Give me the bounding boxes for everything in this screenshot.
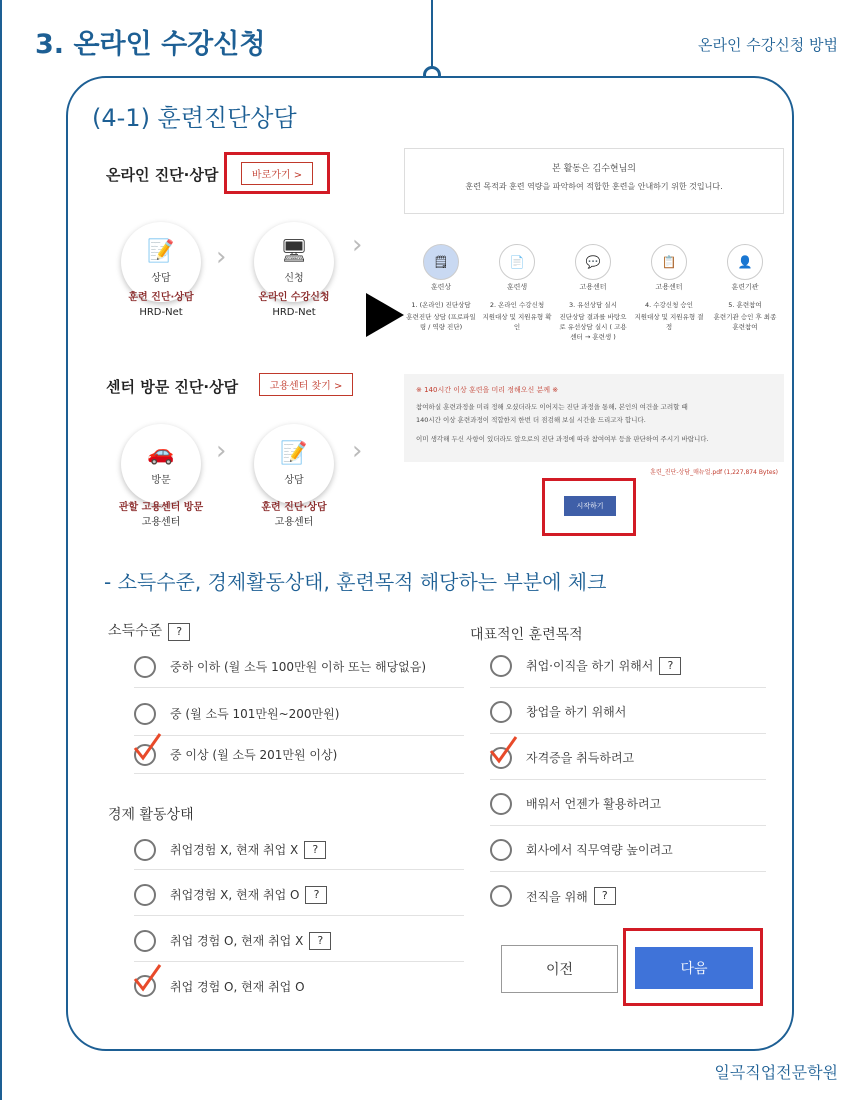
visit-caption-2-title: 훈련 진단·상담 (261, 502, 327, 513)
economic-help-button-1[interactable]: ? (304, 841, 326, 859)
economic-option-2[interactable] (134, 874, 464, 916)
connector-line (431, 0, 433, 72)
process-step-4 (634, 244, 704, 332)
process-step-5-title: 5. 훈련참여 (728, 301, 762, 309)
purpose-option-3[interactable] (490, 736, 766, 780)
find-center-button[interactable] (254, 372, 358, 396)
process-step-3-desc: 진단상담 결과를 바탕으로 유선상담 실시 ( 고용센터 → 훈련생 ) (559, 313, 627, 341)
page-left-border (0, 0, 2, 1100)
chevron-right-icon: › (352, 436, 363, 466)
online-caption-1-sub: HRD-Net (139, 307, 183, 318)
online-shortcut-button[interactable] (224, 152, 330, 194)
income-option-2-label: 중 (월 소득 101만원~200만원) (170, 707, 340, 721)
purpose-option-1[interactable] (490, 644, 766, 688)
process-step-3-icon-label: 고용센터 (579, 283, 607, 291)
radio-button[interactable] (134, 884, 156, 906)
chevron-right-icon: › (216, 436, 227, 466)
radio-button-checked[interactable] (134, 744, 156, 766)
check-mark-icon (488, 735, 518, 765)
online-caption-2 (234, 290, 354, 320)
radio-button-checked[interactable] (490, 747, 512, 769)
online-heading: 온라인 진단·상담 (106, 166, 219, 184)
play-arrow-icon (366, 293, 404, 337)
intro-panel (404, 148, 784, 214)
radio-button[interactable] (490, 885, 512, 907)
process-step-1 (406, 244, 476, 332)
right-screenshot (404, 148, 784, 540)
notice-line-3: 이미 생각해 두신 사항이 있더라도 앞으로의 진단 과정에 따라 참여여부 등을 판단하여 주시기 바랍니다. (416, 435, 709, 443)
next-highlight (623, 928, 763, 1006)
income-option-1-label: 중하 이하 (월 소득 100만원 이하 또는 해당없음) (170, 660, 427, 674)
economic-option-4-label: 취업 경험 O, 현재 취업 O (170, 979, 305, 994)
purpose-option-1-label: 취업·이직을 하기 위해서 (526, 659, 654, 673)
economic-help-button-2[interactable]: ? (305, 886, 327, 904)
process-step-4-desc: 지원대상 및 지원유형 결정 (634, 313, 704, 331)
check-mark-icon (132, 963, 162, 993)
check-mark-icon (132, 732, 162, 762)
radio-button[interactable] (490, 793, 512, 815)
economic-option-4[interactable] (134, 966, 464, 1006)
intro-line-2: 훈련 목적과 훈련 역량을 파악하여 적합한 훈련을 안내하기 위한 것입니다. (465, 182, 723, 191)
purpose-option-2[interactable] (490, 690, 766, 734)
process-step-2-icon-label: 훈련생 (506, 283, 528, 291)
check-instruction: - 소득수준, 경제활동상태, 훈련목적 해당하는 부분에 체크 (104, 570, 607, 594)
purpose-option-5-label: 회사에서 직무역량 높이려고 (526, 843, 673, 857)
online-shortcut-label: 바로가기 > (241, 162, 313, 185)
online-caption-2-sub: HRD-Net (272, 307, 316, 318)
notice-line-1: 참여하실 훈련과정을 미리 정해 오셨더라도 이어지는 진단 과정을 통해, 본인의 여건을 고려할 때 (416, 403, 688, 411)
process-step-5 (710, 244, 780, 332)
economic-option-3[interactable] (134, 920, 464, 962)
online-step-consult-label: 상담 (151, 272, 171, 284)
car-icon: 🚗 (147, 440, 175, 466)
process-step-3-title: 3. 유선상담 실시 (568, 301, 617, 309)
purpose-option-5[interactable] (490, 828, 766, 872)
purpose-title: 대표적인 훈련목적 (470, 627, 583, 643)
visit-heading: 센터 방문 진단·상담 (106, 378, 239, 396)
notice-line-2: 140시간 이상 훈련과정이 적합한지 한번 더 점검해 보실 시간을 드리고자 합니다. (416, 416, 646, 424)
chat-icon: 💬 (575, 244, 611, 280)
income-title (108, 620, 190, 641)
process-step-2-title: 2. 온라인 수강신청 (489, 301, 545, 309)
notice-title: ※ 140시간 이상 훈련을 미리 정해오신 분께 ※ (416, 386, 559, 394)
page-subtitle: 온라인 수강신청 방법 (698, 36, 838, 54)
consult-icon: 🗒 (423, 244, 459, 280)
find-center-label: 고용센터 찾기 > (259, 373, 354, 396)
economic-option-3-label: 취업 경험 O, 현재 취업 X (170, 934, 304, 948)
purpose-option-6[interactable] (490, 874, 766, 918)
income-option-3[interactable] (134, 736, 464, 774)
next-button[interactable]: 다음 (635, 947, 753, 989)
visit-caption-1 (101, 500, 221, 530)
memo-icon: 📝 (280, 440, 308, 466)
economic-option-1[interactable] (134, 830, 464, 870)
visit-step-consult-label: 상담 (284, 474, 304, 486)
footer-brand: 일곡직업전문학원 (714, 1063, 838, 1082)
income-title-text: 소득수준 (108, 623, 163, 639)
income-option-1[interactable] (134, 646, 464, 688)
process-step-5-icon-label: 훈련기관 (731, 283, 759, 291)
process-step-1-icon-label: 훈련상 (430, 283, 452, 291)
approval-icon: 📋 (651, 244, 687, 280)
purpose-option-6-label: 전직을 위해 (526, 889, 588, 904)
purpose-option-4-label: 배워서 언젠가 활용하려고 (526, 797, 662, 811)
process-step-4-title: 4. 수강신청 승인 (644, 301, 693, 309)
intro-line-1: 본 활동은 김수현님의 (552, 164, 636, 174)
notice-panel (404, 374, 784, 462)
economic-option-2-label: 취업경험 X, 현재 취업 O (170, 888, 300, 902)
process-step-2 (482, 244, 552, 332)
online-caption-1 (101, 290, 221, 320)
visit-step-visit-label: 방문 (151, 474, 171, 486)
economic-help-button-3[interactable]: ? (309, 932, 331, 950)
economic-option-1-label: 취업경험 X, 현재 취업 X (170, 843, 299, 857)
monitor-icon: 🖥 (280, 238, 308, 264)
economic-title: 경제 활동상태 (108, 807, 194, 823)
visit-caption-2 (234, 500, 354, 530)
income-help-button[interactable]: ? (168, 623, 190, 641)
visit-caption-1-title: 관할 고용센터 방문 (118, 502, 204, 513)
visit-step-consult (254, 424, 334, 504)
left-screenshot (104, 138, 376, 538)
process-step-3 (558, 244, 628, 342)
purpose-option-2-label: 창업을 하기 위해서 (526, 705, 627, 719)
chevron-right-icon: › (216, 242, 227, 272)
radio-button[interactable] (490, 655, 512, 677)
radio-button[interactable] (134, 656, 156, 678)
purpose-help-button-1[interactable]: ? (659, 657, 681, 675)
radio-button[interactable] (490, 701, 512, 723)
process-step-1-desc: 훈련진단 상담 (프로파일링 / 역량 진단) (406, 313, 476, 331)
process-step-5-desc: 훈련기관 승인 후 최종 훈련참여 (713, 313, 777, 331)
section-title: (4-1) 훈련진단상담 (92, 104, 297, 132)
purpose-option-4[interactable] (490, 782, 766, 826)
radio-button-checked[interactable] (134, 975, 156, 997)
prev-button[interactable]: 이전 (501, 945, 618, 993)
visit-step-visit (121, 424, 201, 504)
radio-button[interactable] (134, 839, 156, 861)
chevron-right-icon: › (352, 230, 363, 260)
document-icon: 📄 (499, 244, 535, 280)
manual-file-link[interactable]: 훈련_진단-상담_매뉴얼.pdf (1,227,874 Bytes) (650, 469, 778, 476)
radio-button[interactable] (134, 703, 156, 725)
purpose-option-3-label: 자격증을 취득하려고 (526, 751, 635, 765)
memo-icon: 📝 (147, 238, 175, 264)
radio-button[interactable] (490, 839, 512, 861)
person-icon: 👤 (727, 244, 763, 280)
income-option-3-label: 중 이상 (월 소득 201만원 이상) (170, 748, 338, 762)
survey-form (104, 608, 766, 1010)
start-button[interactable]: 시작하기 (564, 496, 616, 516)
online-step-apply-label: 신청 (284, 272, 304, 284)
online-caption-1-title: 훈련 진단·상담 (128, 292, 194, 303)
process-step-1-title: 1. (온라인) 진단상담 (411, 301, 471, 309)
online-caption-2-title: 온라인 수강신청 (258, 292, 330, 303)
purpose-help-button-6[interactable]: ? (594, 887, 616, 905)
visit-caption-2-sub: 고용센터 (274, 517, 314, 528)
income-option-2[interactable] (134, 692, 464, 736)
process-step-2-desc: 지원대상 및 지원유형 확인 (482, 313, 552, 331)
page-title: 3. 온라인 수강신청 (35, 29, 266, 60)
radio-button[interactable] (134, 930, 156, 952)
process-step-4-icon-label: 고용센터 (655, 283, 683, 291)
visit-caption-1-sub: 고용센터 (141, 517, 181, 528)
